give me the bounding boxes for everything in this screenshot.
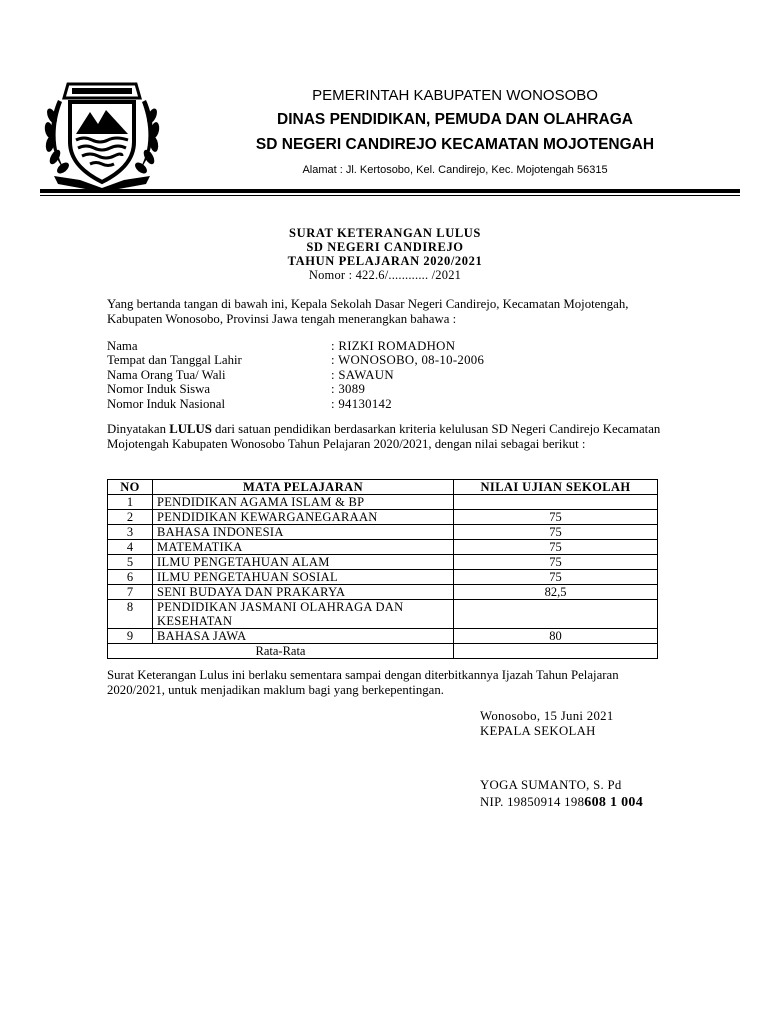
declaration-status: LULUS — [169, 422, 212, 436]
row-no: 5 — [108, 555, 153, 570]
field-value: : RIZKI ROMADHON — [331, 339, 456, 353]
field-label: Nama — [107, 339, 138, 353]
signature-name: YOGA SUMANTO, S. Pd — [480, 778, 622, 792]
table-row — [108, 585, 658, 600]
field-row-guardian — [107, 368, 484, 382]
nip-prefix: NIP. 19850914 198 — [480, 795, 585, 809]
row-no: 2 — [108, 510, 153, 525]
row-no: 9 — [108, 629, 153, 644]
row-score: 75 — [454, 555, 658, 570]
row-subject: MATEMATIKA — [153, 540, 454, 555]
intro-paragraph: Yang bertanda tangan di bawah ini, Kepala Sekolah Dasar Negeri Candirejo, Kecamatan Mojotengah, Kabupaten Wonosobo, Provinsi Jawa tengah menerangkan bahawa : — [107, 297, 629, 326]
field-value: : 94130142 — [331, 396, 392, 411]
letterhead-school: SD NEGERI CANDIREJO KECAMATAN MOJOTENGAH — [255, 136, 655, 153]
student-identity — [107, 339, 484, 411]
field-value: : WONOSOBO, 08-10-2006 — [331, 353, 485, 368]
average-label: Rata-Rata — [108, 644, 454, 659]
declaration-prefix: Dinyatakan — [107, 422, 170, 436]
field-value: : 3089 — [331, 382, 366, 397]
row-score — [454, 495, 658, 510]
row-no: 4 — [108, 540, 153, 555]
header-no: NO — [108, 480, 153, 495]
closing-paragraph: Surat Keterangan Lulus ini berlaku sementara sampai dengan diterbitkannya Ijazah Tahun Pelajaran 2020/2021, untuk menjadikan maklum bagi yang berkepentingan. — [107, 668, 619, 697]
row-score: 75 — [454, 510, 658, 525]
row-no: 1 — [108, 495, 153, 510]
row-score — [454, 600, 658, 629]
table-row — [108, 555, 658, 570]
field-value: : SAWAUN — [331, 367, 394, 382]
declaration-paragraph — [107, 422, 667, 452]
signature-nip — [480, 795, 643, 811]
row-score: 82,5 — [454, 585, 658, 600]
average-value — [454, 644, 658, 659]
row-no: 7 — [108, 585, 153, 600]
row-no: 3 — [108, 525, 153, 540]
document-number: Nomor : 422.6/............ /2021 — [308, 268, 462, 282]
letterhead-government: PEMERINTAH KABUPATEN WONOSOBO — [312, 87, 598, 104]
table-header-row — [108, 480, 658, 495]
field-row-name — [107, 339, 484, 353]
row-subject: ILMU PENGETAHUAN SOSIAL — [153, 570, 454, 585]
table-row — [108, 540, 658, 555]
signature-position: KEPALA SEKOLAH — [480, 724, 596, 738]
field-label: Nama Orang Tua/ Wali — [107, 367, 226, 382]
row-subject: BAHASA JAWA — [153, 629, 454, 644]
table-average-row — [108, 644, 658, 659]
row-subject: PENDIDIKAN KEWARGANEGARAAN — [153, 510, 454, 525]
document-year: TAHUN PELAJARAN 2020/2021 — [287, 254, 483, 268]
document-school: SD NEGERI CANDIREJO — [306, 240, 464, 254]
header-score: NILAI UJIAN SEKOLAH — [454, 480, 658, 495]
row-score: 75 — [454, 525, 658, 540]
signature-place-date: Wonosobo, 15 Juni 2021 — [480, 709, 614, 723]
row-subject: ILMU PENGETAHUAN ALAM — [153, 555, 454, 570]
row-no: 8 — [108, 600, 153, 629]
row-subject: SENI BUDAYA DAN PRAKARYA — [153, 585, 454, 600]
table-row — [108, 629, 658, 644]
field-row-nisn — [107, 397, 484, 411]
letterhead-department: DINAS PENDIDIKAN, PEMUDA DAN OLAHRAGA — [277, 111, 633, 128]
row-score: 75 — [454, 540, 658, 555]
regency-emblem-icon — [40, 72, 164, 192]
field-label: Nomor Induk Nasional — [107, 396, 225, 411]
grades-table — [107, 479, 658, 659]
header-subject: MATA PELAJARAN — [153, 480, 454, 495]
table-row — [108, 600, 658, 629]
field-label: Nomor Induk Siswa — [107, 382, 211, 397]
declaration-suffix: dari satuan pendidikan berdasarkan kriteria kelulusan SD Negeri Candirejo Kecamatan Mojotengah Kabupaten Wonosobo Tahun Pelajaran 2020/2021, dengan nilai sebagai berikut : — [107, 422, 661, 451]
table-row — [108, 495, 658, 510]
nip-suffix: 608 1 004 — [584, 795, 643, 810]
letterhead-divider-thin — [40, 195, 740, 196]
row-no: 6 — [108, 570, 153, 585]
field-row-birth — [107, 353, 484, 367]
letterhead-address: Alamat : Jl. Kertosobo, Kel. Candirejo, Kec. Mojotengah 56315 — [302, 164, 608, 176]
row-subject: PENDIDIKAN JASMANI OLAHRAGA DAN KESEHATAN — [153, 600, 454, 629]
row-subject: BAHASA INDONESIA — [153, 525, 454, 540]
row-subject: PENDIDIKAN AGAMA ISLAM & BP — [153, 495, 454, 510]
row-score: 75 — [454, 570, 658, 585]
table-row — [108, 510, 658, 525]
letterhead-divider-thick — [40, 189, 740, 193]
table-row — [108, 525, 658, 540]
field-label: Tempat dan Tanggal Lahir — [107, 353, 242, 368]
table-row — [108, 570, 658, 585]
document-title: SURAT KETERANGAN LULUS — [289, 226, 481, 240]
row-score: 80 — [454, 629, 658, 644]
field-row-nis — [107, 382, 484, 396]
